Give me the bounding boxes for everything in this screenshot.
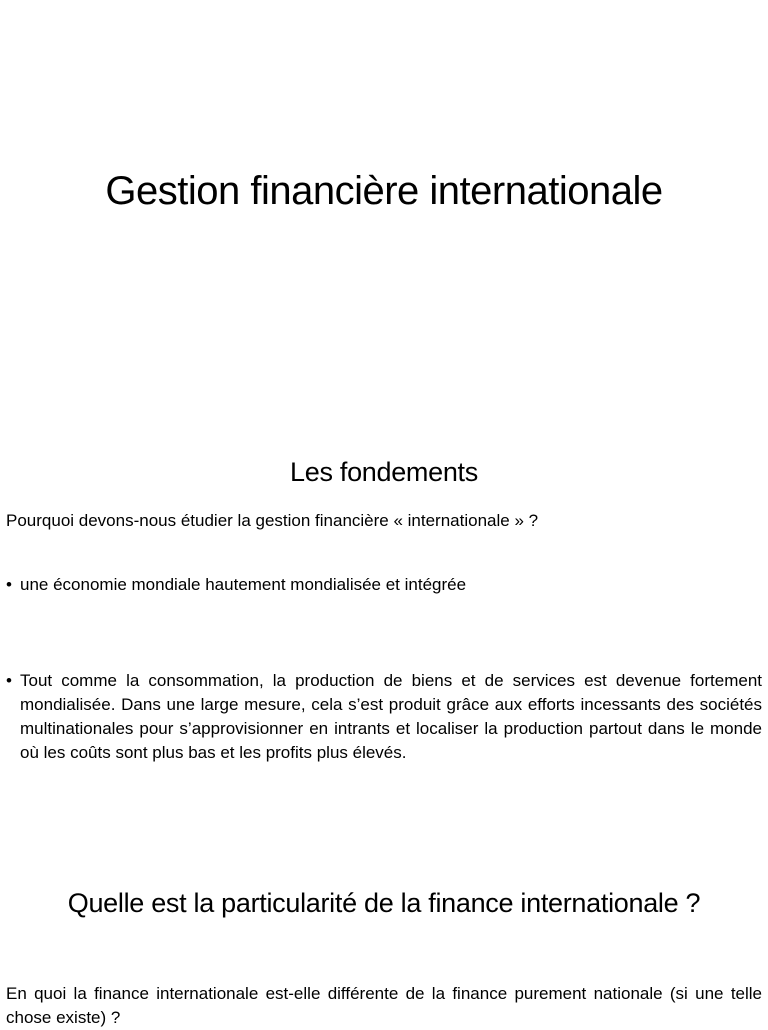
- section-heading-particularite: Quelle est la particularité de la finance internationale ?: [67, 888, 701, 918]
- question-paragraph: Pourquoi devons-nous étudier la gestion financière « internationale » ?: [6, 511, 539, 530]
- question-paragraph-2: En quoi la finance internationale est-elle différente de la finance purement nationale (si une telle chose existe) ?: [6, 984, 762, 1027]
- section-heading-fondements: Les fondements: [290, 457, 478, 487]
- page-title: Gestion financière internationale: [105, 169, 663, 213]
- bullet-text: une économie mondiale hautement mondialisée et intégrée: [20, 575, 467, 594]
- bullet-text: Tout comme la consommation, la production de biens et de services est devenue fortement mondialisée. Dans une large mesure, cela s’est produit grâce aux efforts incessants des sociétés multinationales pour s’approvisionner en intrants et localiser la production partout dans le monde où les coûts sont plus bas et les profits plus élevés.: [20, 671, 762, 762]
- bullet-item: [6, 573, 762, 597]
- bullet-marker: •: [6, 671, 12, 690]
- bullet-item: [6, 669, 762, 765]
- bullet-marker: •: [6, 575, 12, 594]
